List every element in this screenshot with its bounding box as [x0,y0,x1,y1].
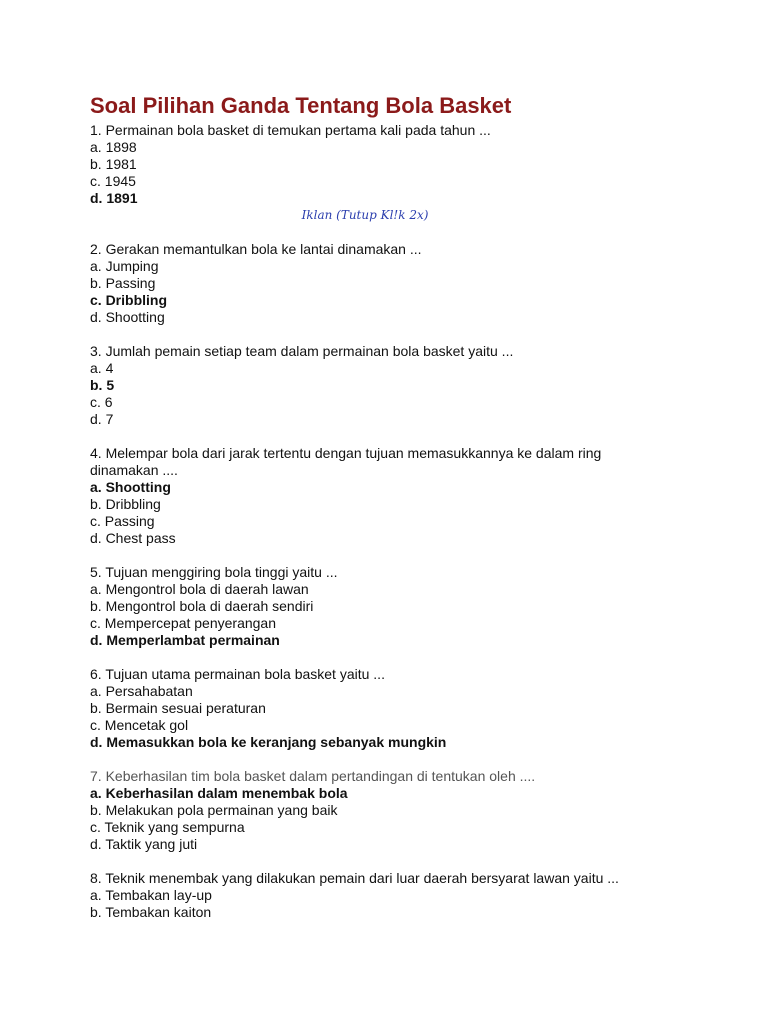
question-text: 8. Teknik menembak yang dilakukan pemain dari luar daerah bersyarat lawan yaitu ... [90,870,619,886]
question-text: 5. Tujuan menggiring bola tinggi yaitu ... [90,564,338,580]
answer-option: b. Melakukan pola permainan yang baik [90,802,338,818]
question-block [90,870,730,921]
question-block [90,445,730,547]
answer-option-correct: a. Keberhasilan dalam menembak bola [90,785,348,801]
answer-option: c. Teknik yang sempurna [90,819,245,835]
question-list [90,122,730,921]
question-spacer [90,428,730,445]
answer-option-correct: a. Shootting [90,479,171,495]
answer-option: d. 7 [90,411,114,427]
question-text: 6. Tujuan utama permainan bola basket yaitu ... [90,666,385,682]
question-spacer [90,751,730,768]
answer-option: c. Mempercepat penyerangan [90,615,276,631]
answer-option-correct: c. Dribbling [90,292,167,308]
question-text: 1. Permainan bola basket di temukan pertama kali pada tahun ... [90,122,491,138]
question-text: 2. Gerakan memantulkan bola ke lantai dinamakan ... [90,241,422,257]
answer-option: c. 1945 [90,173,136,189]
answer-option-correct: d. Memasukkan bola ke keranjang sebanyak mungkin [90,734,447,750]
question-spacer [90,224,730,241]
question-block [90,768,730,853]
answer-option: a. 1898 [90,139,137,155]
answer-option: a. Jumping [90,258,159,274]
document-page [90,92,730,921]
answer-option: a. 4 [90,360,114,376]
answer-option: d. Chest pass [90,530,176,546]
question-block [90,122,730,207]
answer-option: c. 6 [90,394,113,410]
answer-option: a. Persahabatan [90,683,193,699]
question-spacer [90,326,730,343]
question-block [90,564,730,649]
answer-option: d. Shootting [90,309,165,325]
answer-option: b. Mengontrol bola di daerah sendiri [90,598,314,614]
answer-option: c. Mencetak gol [90,717,189,733]
ad-close-link[interactable]: Iklan (Tutup Kl!k 2x) [301,208,429,222]
page-title: Soal Pilihan Ganda Tentang Bola Basket [90,93,512,118]
answer-option: b. 1981 [90,156,137,172]
answer-option: a. Mengontrol bola di daerah lawan [90,581,309,597]
question-spacer [90,649,730,666]
question-block [90,666,730,751]
question-spacer [90,853,730,870]
question-text: 7. Keberhasilan tim bola basket dalam pertandingan di tentukan oleh .... [90,768,536,784]
answer-option: c. Passing [90,513,155,529]
question-text: 3. Jumlah pemain setiap team dalam permainan bola basket yaitu ... [90,343,514,359]
question-block [90,343,730,428]
answer-option-correct: d. Memperlambat permainan [90,632,280,648]
answer-option: b. Dribbling [90,496,161,512]
question-spacer [90,547,730,564]
answer-option: b. Passing [90,275,156,291]
answer-option-correct: d. 1891 [90,190,138,206]
answer-option-correct: b. 5 [90,377,115,393]
question-text: 4. Melempar bola dari jarak tertentu dengan tujuan memasukkannya ke dalam ring dinamakan .... [90,445,602,478]
answer-option: a. Tembakan lay-up [90,887,212,903]
answer-option: b. Tembakan kaiton [90,904,212,920]
answer-option: d. Taktik yang juti [90,836,198,852]
question-block [90,241,730,326]
answer-option: b. Bermain sesuai peraturan [90,700,266,716]
